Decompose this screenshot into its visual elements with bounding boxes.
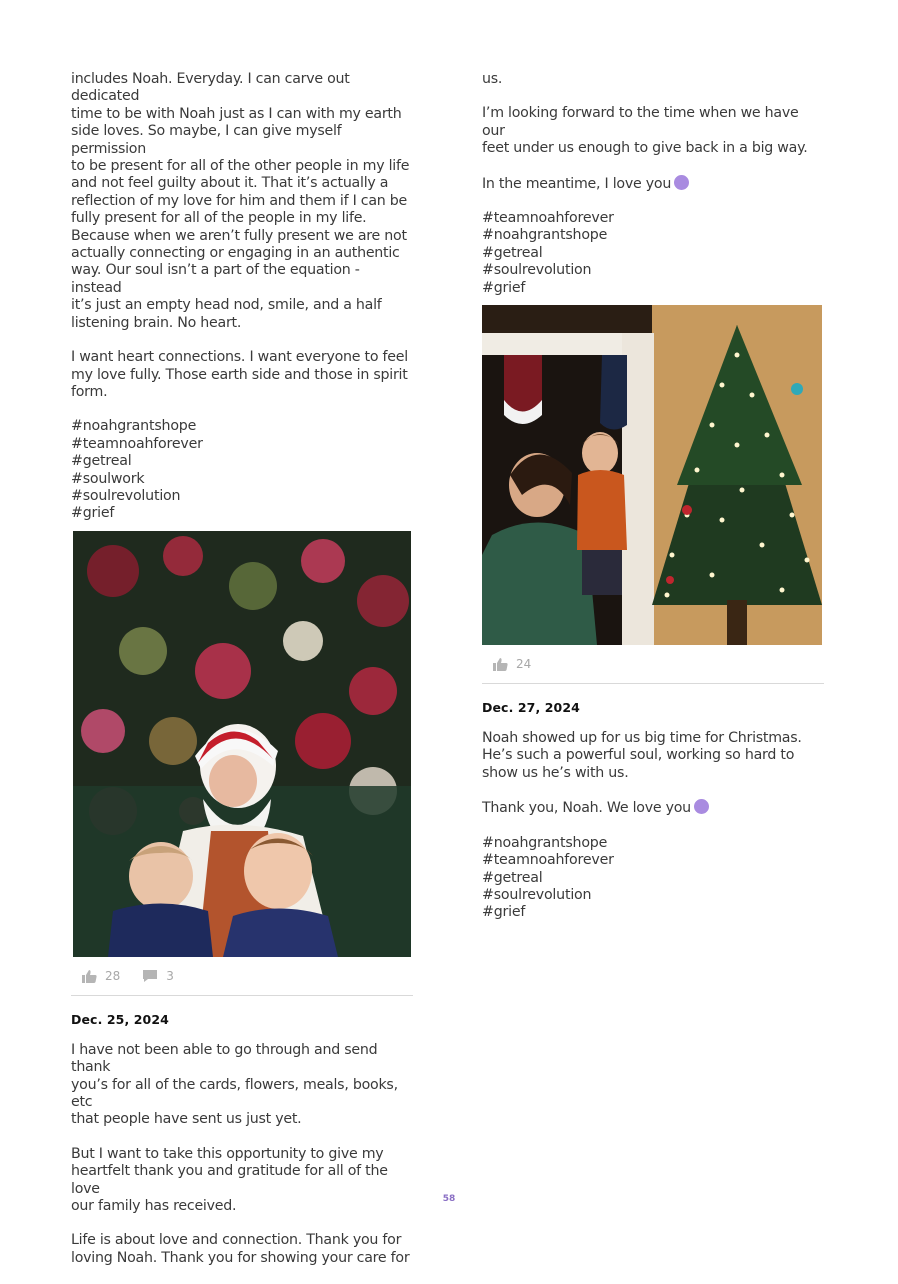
like-stat[interactable] [492, 657, 531, 671]
christmas-post-reactions [482, 645, 824, 684]
hashtag[interactable]: #grief [71, 505, 115, 522]
post-paragraph: Noah showed up for us big time for Christmas. He’s such a powerful soul, working so hard to show us he’s with us. [482, 730, 802, 781]
continuation-text: us. [482, 71, 503, 87]
santa-post-reactions [71, 957, 413, 996]
right-column [482, 71, 824, 930]
post-paragraph: Life is about love and connection. Thank you for loving Noah. Thank you for showing your care for [71, 1232, 410, 1266]
left-column [71, 71, 413, 1284]
hashtag[interactable]: #soulwork [71, 470, 145, 487]
christmas-tree-photo-image [482, 305, 822, 645]
hashtag[interactable]: #getreal [71, 453, 132, 470]
hashtag[interactable]: #getreal [482, 244, 543, 261]
hashtag[interactable]: #teamnoahforever [482, 210, 614, 227]
comment-count: 3 [166, 968, 174, 983]
like-stat[interactable] [81, 969, 120, 983]
post-paragraph: But I want to take this opportunity to give my heartfelt thank you and gratitude for all of the love our family has received. [71, 1145, 388, 1214]
hashtag[interactable]: #grief [482, 279, 526, 296]
hashtag-list [482, 835, 824, 922]
like-count: 24 [516, 657, 532, 672]
intro-paragraph: includes Noah. Everyday. I can carve out dedicated time to be with Noah just as I can with my earth side loves. So maybe, I can give myself permission to be present for all of the other people in my life and not feel guilty about it. That it’s actually a reflection of my love for him and them if I can be fully present for all of the people in my life. Because when we aren’t fully present we are not actually connecting or engaging in an authentic way. Our soul isn’t a part of the equation - instead it’s just an empty head nod, smile, and a half listening brain. No heart. [71, 71, 410, 331]
thanks-line: Thank you, Noah. We love you [482, 799, 824, 817]
purple-heart-icon [674, 175, 689, 190]
santa-photo-image [73, 531, 411, 957]
christmas-tree-photo [482, 305, 822, 645]
heart-connections-paragraph: I want heart connections. I want everyone to feel my love fully. Those earth side and those in spirit form. [71, 349, 408, 400]
hashtag[interactable]: #noahgrantshope [482, 834, 608, 851]
hashtag-list [71, 418, 413, 522]
hashtag-list [482, 210, 824, 297]
hashtag[interactable]: #soulrevolution [482, 886, 592, 903]
page-number: 58 [442, 1194, 456, 1204]
love-line: In the meantime, I love you [482, 175, 824, 193]
hashtag[interactable]: #getreal [482, 869, 543, 886]
forward-paragraph: I’m looking forward to the time when we have our feet under us enough to give back in a big way. [482, 105, 808, 157]
hashtag[interactable]: #noahgrantshope [482, 227, 608, 244]
post-date: Dec. 25, 2024 [71, 1011, 169, 1027]
hashtag[interactable]: #soulrevolution [482, 262, 592, 279]
hashtag[interactable]: #teamnoahforever [71, 435, 203, 452]
hashtag[interactable]: #noahgrantshope [71, 418, 197, 435]
post-paragraph: I have not been able to go through and send thank you’s for all of the cards, flowers, meals, books, etc that people have sent us just yet. [71, 1041, 398, 1128]
hashtag[interactable]: #grief [482, 904, 526, 921]
comment-bubble-icon [142, 969, 158, 983]
post-date: Dec. 27, 2024 [482, 700, 580, 716]
hashtag[interactable]: #soulrevolution [71, 487, 181, 504]
hashtag[interactable]: #teamnoahforever [482, 852, 614, 869]
santa-photo [73, 531, 411, 957]
comment-stat[interactable] [142, 969, 174, 983]
thumbs-up-icon [492, 657, 508, 671]
purple-heart-icon [694, 799, 709, 814]
like-count: 28 [105, 968, 121, 983]
thumbs-up-icon [81, 969, 97, 983]
